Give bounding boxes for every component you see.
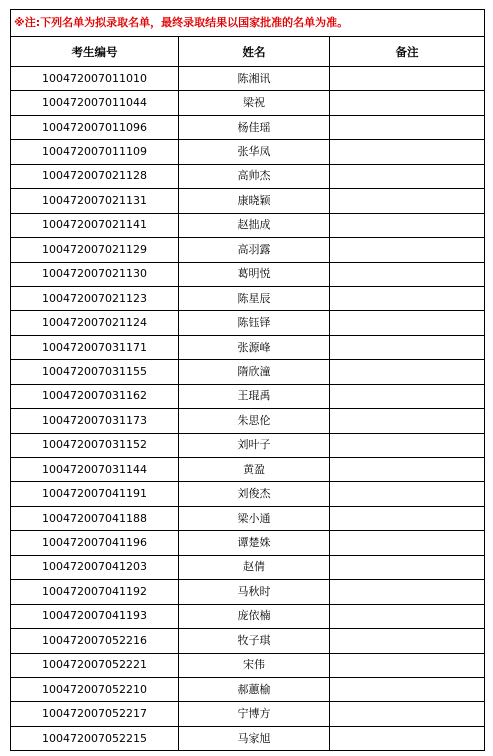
remark-cell (330, 629, 485, 653)
name-cell: 陈湘讯 (179, 67, 330, 91)
table-row (11, 335, 485, 359)
name-cell: 宁博方 (179, 702, 330, 726)
candidate-id-cell: 100472007052215 (11, 726, 179, 750)
table-row (11, 409, 485, 433)
name-cell: 牧子琪 (179, 629, 330, 653)
remark-cell (330, 360, 485, 384)
remark-cell (330, 238, 485, 262)
remark-cell (330, 409, 485, 433)
remark-cell (330, 458, 485, 482)
table-row (11, 360, 485, 384)
remark-cell (330, 189, 485, 213)
name-cell: 宋伟 (179, 653, 330, 677)
candidate-id-cell: 100472007052217 (11, 702, 179, 726)
name-cell: 杨佳瑶 (179, 115, 330, 139)
remark-cell (330, 164, 485, 188)
candidate-id-cell: 100472007041192 (11, 580, 179, 604)
candidate-id-cell: 100472007041196 (11, 531, 179, 555)
candidate-id-cell: 100472007011044 (11, 91, 179, 115)
candidate-id-cell: 100472007031173 (11, 409, 179, 433)
candidate-id-cell: 100472007021124 (11, 311, 179, 335)
notice-row (11, 10, 485, 37)
table-row (11, 238, 485, 262)
table-row (11, 67, 485, 91)
name-cell: 马家旭 (179, 726, 330, 750)
candidate-id-cell: 100472007011109 (11, 140, 179, 164)
name-cell: 王琨禹 (179, 384, 330, 408)
remark-cell (330, 335, 485, 359)
name-cell: 庞依楠 (179, 604, 330, 628)
candidate-id-cell: 100472007011010 (11, 67, 179, 91)
table-row (11, 115, 485, 139)
candidate-id-cell: 100472007021130 (11, 262, 179, 286)
name-cell: 朱思伦 (179, 409, 330, 433)
name-cell: 隋欣潼 (179, 360, 330, 384)
table-row (11, 140, 485, 164)
remark-cell (330, 311, 485, 335)
table-row (11, 189, 485, 213)
name-cell: 张源峰 (179, 335, 330, 359)
remark-cell (330, 286, 485, 310)
header-candidate-id: 考生编号 (11, 37, 179, 67)
remark-cell (330, 91, 485, 115)
candidate-id-cell: 100472007021141 (11, 213, 179, 237)
table-body (11, 67, 485, 751)
table-row (11, 726, 485, 750)
table-row (11, 677, 485, 701)
remark-cell (330, 140, 485, 164)
table-row (11, 91, 485, 115)
table-row (11, 213, 485, 237)
remark-cell (330, 262, 485, 286)
admission-list-table (10, 9, 485, 751)
table-row (11, 506, 485, 530)
header-remark: 备注 (330, 37, 485, 67)
candidate-id-cell: 100472007031144 (11, 458, 179, 482)
candidate-id-cell: 100472007052216 (11, 629, 179, 653)
name-cell: 陈钰铎 (179, 311, 330, 335)
name-cell: 梁祝 (179, 91, 330, 115)
table-row (11, 580, 485, 604)
table-row (11, 262, 485, 286)
remark-cell (330, 384, 485, 408)
table-row (11, 653, 485, 677)
candidate-id-cell: 100472007021123 (11, 286, 179, 310)
candidate-id-cell: 100472007021129 (11, 238, 179, 262)
table-row (11, 702, 485, 726)
table-row (11, 482, 485, 506)
table-row (11, 458, 485, 482)
remark-cell (330, 115, 485, 139)
table-row (11, 604, 485, 628)
header-name: 姓名 (179, 37, 330, 67)
candidate-id-cell: 100472007041203 (11, 555, 179, 579)
name-cell: 葛明悦 (179, 262, 330, 286)
name-cell: 刘叶子 (179, 433, 330, 457)
candidate-id-cell: 100472007011096 (11, 115, 179, 139)
candidate-id-cell: 100472007041191 (11, 482, 179, 506)
remark-cell (330, 726, 485, 750)
remark-cell (330, 67, 485, 91)
table-row (11, 433, 485, 457)
candidate-id-cell: 100472007041188 (11, 506, 179, 530)
remark-cell (330, 433, 485, 457)
candidate-id-cell: 100472007031162 (11, 384, 179, 408)
name-cell: 谭楚姝 (179, 531, 330, 555)
candidate-id-cell: 100472007021131 (11, 189, 179, 213)
remark-cell (330, 482, 485, 506)
remark-cell (330, 580, 485, 604)
name-cell: 郝蕙榆 (179, 677, 330, 701)
name-cell: 高帅杰 (179, 164, 330, 188)
remark-cell (330, 213, 485, 237)
remark-cell (330, 506, 485, 530)
candidate-id-cell: 100472007021128 (11, 164, 179, 188)
candidate-id-cell: 100472007031152 (11, 433, 179, 457)
remark-cell (330, 702, 485, 726)
name-cell: 马秋时 (179, 580, 330, 604)
name-cell: 张华凤 (179, 140, 330, 164)
table-row (11, 384, 485, 408)
name-cell: 赵倩 (179, 555, 330, 579)
notice-text: ※注:下列名单为拟录取名单，最终录取结果以国家批准的名单为准。 (11, 10, 485, 37)
table-row (11, 555, 485, 579)
candidate-id-cell: 100472007031171 (11, 335, 179, 359)
name-cell: 梁小通 (179, 506, 330, 530)
table-row (11, 531, 485, 555)
candidate-id-cell: 100472007041193 (11, 604, 179, 628)
table-row (11, 286, 485, 310)
candidate-id-cell: 100472007052221 (11, 653, 179, 677)
table-row (11, 311, 485, 335)
name-cell: 陈星辰 (179, 286, 330, 310)
remark-cell (330, 531, 485, 555)
remark-cell (330, 555, 485, 579)
name-cell: 康晓颖 (179, 189, 330, 213)
remark-cell (330, 653, 485, 677)
name-cell: 刘俊杰 (179, 482, 330, 506)
name-cell: 高羽露 (179, 238, 330, 262)
name-cell: 赵拙成 (179, 213, 330, 237)
table-row (11, 629, 485, 653)
remark-cell (330, 604, 485, 628)
remark-cell (330, 677, 485, 701)
name-cell: 黄盈 (179, 458, 330, 482)
candidate-id-cell: 100472007031155 (11, 360, 179, 384)
header-row (11, 37, 485, 67)
table-row (11, 164, 485, 188)
candidate-id-cell: 100472007052210 (11, 677, 179, 701)
